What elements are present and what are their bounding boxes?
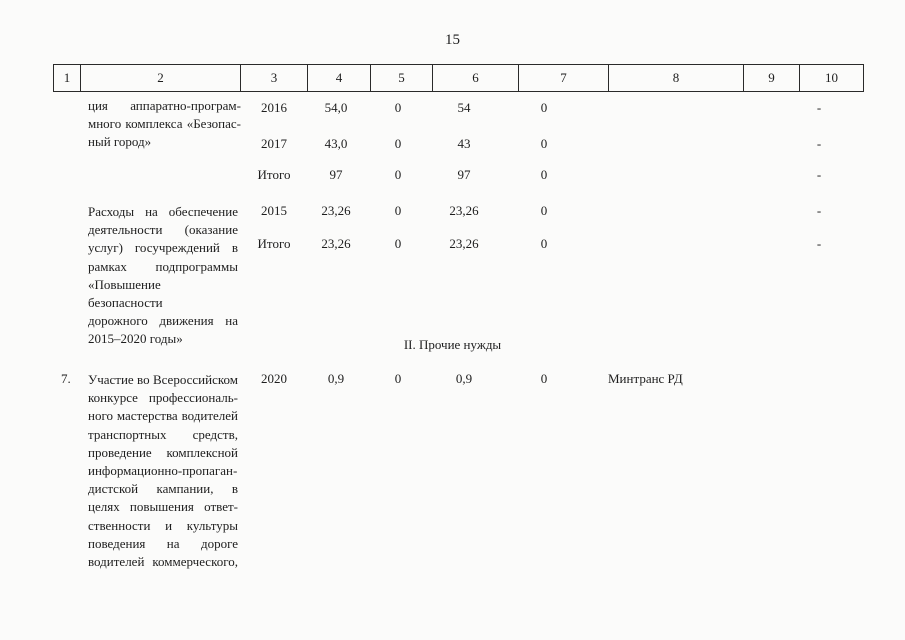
header-col-4: 4 [308,65,371,92]
table-header [53,64,864,92]
block3-c4: 0,9 [327,371,345,386]
desc-line: «Повышение безопасности [88,276,163,311]
block1-total-c4: 97 [329,167,343,182]
header-col-7: 7 [519,65,609,92]
block1-row1-c5: 0 [394,100,402,115]
block1-row1-c7: 0 [540,100,548,115]
block2-total-c10: - [816,236,822,251]
block3-c5: 0 [394,371,402,386]
desc-line: транспортных средств, [88,426,238,442]
block2-total-c7: 0 [540,236,548,251]
block1-row2-c10: - [816,136,822,151]
block2-row1-c6: 23,26 [449,203,479,218]
block1-total-label: Итого [257,167,291,182]
block2-total-c5: 0 [394,236,402,251]
block2-row1-year: 2015 [261,203,287,218]
block1-row1-c4: 54,0 [324,100,348,115]
block1-total-c7: 0 [540,167,548,182]
desc-line: конкурсе профессиональ- [88,390,238,406]
desc-line: дистской кампании, в [88,481,238,497]
block3-description [88,371,238,571]
block1-row2-c6: 43 [457,136,471,151]
desc-line: проведение комплексной [88,444,238,460]
desc-line: информационно-пропаган- [88,463,238,479]
header-col-8: 8 [609,65,744,92]
block2-row1-c4: 23,26 [321,203,351,218]
block3-c6: 0,9 [455,371,473,386]
desc-line: целях повышения ответ- [88,499,238,515]
block1-row2-c5: 0 [394,136,402,151]
desc-line: ция аппаратно-програм- [88,98,241,113]
block1-row2-c4: 43,0 [324,136,348,151]
header-col-3: 3 [241,65,308,92]
desc-line: ственности и культуры [88,517,238,533]
block1-total-c6: 97 [457,167,471,182]
header-col-1: 1 [54,65,81,92]
block2-row1-c7: 0 [540,203,548,218]
block1-description [88,97,241,152]
block3-c8: Минтранс РД [608,371,683,386]
header-col-2: 2 [81,65,241,92]
header-col-5: 5 [371,65,433,92]
desc-line: ный город» [88,134,152,150]
desc-line: Участие во Всероссийском [88,372,238,387]
desc-line: водителей коммерческого, [88,554,238,570]
block1-row1-c6: 54 [457,100,471,115]
desc-line: дорожного движения на [88,313,238,329]
desc-line: поведения на дороге [88,535,238,551]
header-col-6: 6 [433,65,519,92]
block3-c7: 0 [540,371,548,386]
header-col-9: 9 [744,65,800,92]
block1-row1-c10: - [816,100,822,115]
page-number: 15 [445,32,460,48]
block2-total-label: Итого [257,236,291,251]
block1-total-c10: - [816,167,822,182]
block3-year: 2020 [261,371,287,386]
desc-line: ного мастерства водителей [88,408,238,424]
block1-row1-year: 2016 [261,100,287,115]
block2-total-c6: 23,26 [449,236,479,251]
header-col-10: 10 [800,65,864,92]
desc-line: Расходы на обеспечение [88,204,238,219]
block2-description [88,203,238,349]
block1-row2-c7: 0 [540,136,548,151]
desc-line: рамках подпрограммы [88,258,238,274]
block2-total-c4: 23,26 [321,236,351,251]
block3-item-number: 7. [61,371,71,386]
block2-row1-c5: 0 [394,203,402,218]
block2-row1-c10: - [816,203,822,218]
desc-line: много комплекса «Безопас- [88,116,241,132]
desc-line: деятельности (оказание [88,222,238,238]
section-title: II. Прочие нужды [403,337,502,352]
block1-row2-year: 2017 [261,136,287,151]
desc-line: услуг) госучреждений в [88,240,238,256]
block1-total-c5: 0 [394,167,402,182]
desc-line: 2015–2020 годы» [88,331,183,347]
